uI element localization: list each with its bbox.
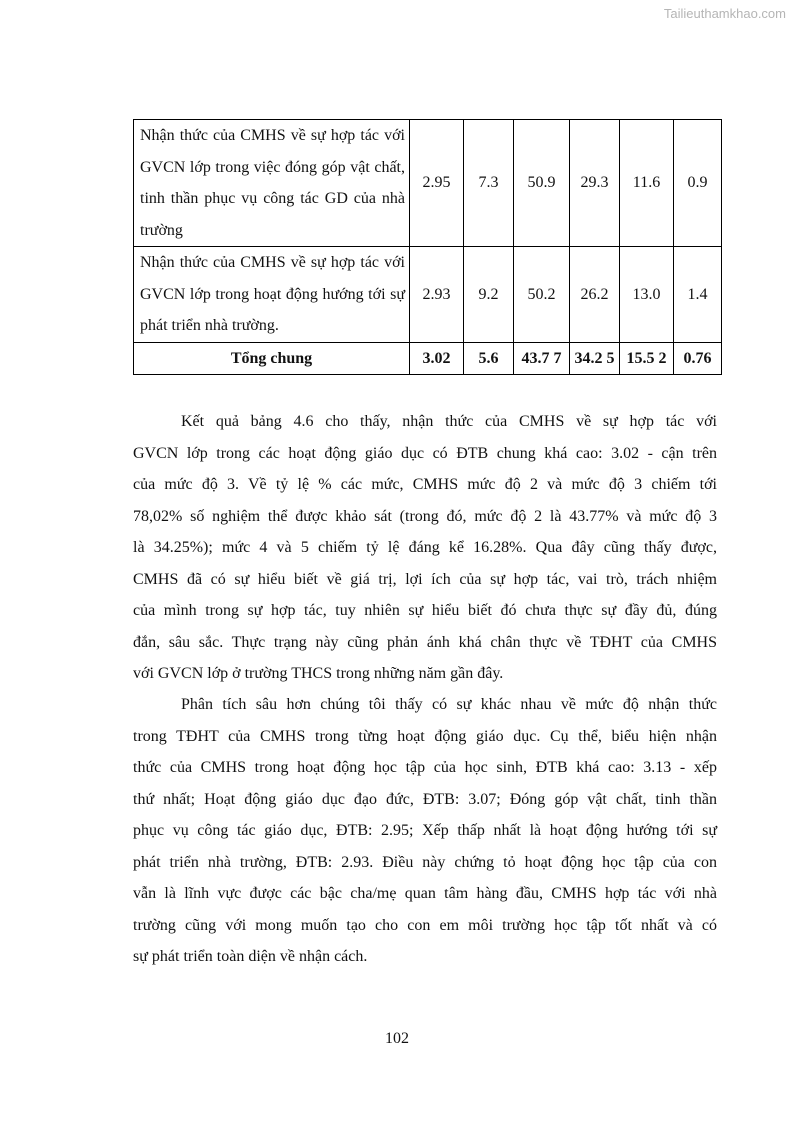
value-mean: 2.95 — [410, 120, 464, 247]
paragraph-line: với GVCN lớp ở trường THCS trong những năm gần đây. — [133, 665, 504, 682]
value-level-1: 9.2 — [464, 247, 514, 343]
row-description: Nhận thức của CMHS về sự hợp tác với GVCN lớp trong việc đóng góp vật chất, tinh thần phục vụ công tác GD của nhà trường — [134, 120, 410, 247]
value-level-5: 0.9 — [674, 120, 722, 247]
paragraph-line: thức của CMHS trong hoạt động học tập của học sinh, ĐTB khá cao: 3.13 - xếp — [133, 759, 717, 776]
total-mean: 3.02 — [410, 342, 464, 375]
total-level-3: 34.2 5 — [570, 342, 620, 375]
paragraph-line: phát triển nhà trường, ĐTB: 2.93. Điều này chứng tỏ hoạt động học tập của con — [133, 853, 717, 871]
value-level-2: 50.9 — [514, 120, 570, 247]
total-row — [134, 342, 722, 375]
paragraph-line: thứ nhất; Hoạt động giáo dục đạo đức, ĐTB: 3.07; Đóng góp vật chất, tinh thần — [133, 790, 717, 808]
total-level-5: 0.76 — [674, 342, 722, 375]
paragraph-line: vẫn là lĩnh vực được các bậc cha/mẹ quan tâm hàng đầu, CMHS hợp tác với nhà — [133, 885, 717, 902]
value-level-3: 29.3 — [570, 120, 620, 247]
value-level-4: 11.6 — [620, 120, 674, 247]
value-level-2: 50.2 — [514, 247, 570, 343]
paragraph-line: sự phát triển toàn diện về nhận cách. — [133, 948, 368, 965]
total-level-1: 5.6 — [464, 342, 514, 375]
total-level-2: 43.7 7 — [514, 342, 570, 375]
paragraph-line: phục vụ công tác giáo dục, ĐTB: 2.95; Xếp thấp nhất là hoạt động hướng tới sự — [133, 822, 717, 839]
value-mean: 2.93 — [410, 247, 464, 343]
row-description: Nhận thức của CMHS về sự hợp tác với GVCN lớp trong hoạt động hướng tới sự phát triển nhà trường. — [134, 247, 410, 343]
watermark-text: Tailieuthamkhao.com — [663, 6, 786, 21]
paragraph-line: CMHS đã có sự hiểu biết về giá trị, lợi ích của sự hợp tác, vai trò, trách nhiệm — [133, 570, 717, 588]
paragraph-1 — [133, 406, 717, 690]
value-level-3: 26.2 — [570, 247, 620, 343]
paragraph-line: trường cũng với mong muốn tạo cho con em môi trường học tập tốt nhất và có — [133, 916, 717, 934]
total-level-4: 15.5 2 — [620, 342, 674, 375]
paragraph-line: GVCN lớp trong các hoạt động giáo dục có ĐTB chung khá cao: 3.02 - cận trên — [133, 444, 717, 462]
paragraph-line: của mình trong sự hợp tác, tuy nhiên sự hiểu biết đó chưa thực sự đầy đủ, đúng — [133, 602, 717, 619]
paragraph-line: Phân tích sâu hơn chúng tôi thấy có sự khác nhau về mức độ nhận thức — [181, 696, 717, 713]
total-label: Tổng chung — [134, 342, 410, 375]
paragraph-line: là 34.25%); mức 4 và 5 chiếm tỷ lệ đáng kể 16.28%. Qua đây cũng thấy được, — [133, 539, 717, 556]
table-row — [134, 120, 722, 247]
paragraph-line: của mức độ 3. Về tỷ lệ % các mức, CMHS mức độ 2 và mức độ 3 chiếm tới — [133, 476, 717, 493]
table-row — [134, 247, 722, 343]
paragraph-line: 78,02% số nghiệm thể được khảo sát (trong đó, mức độ 2 là 43.77% và mức độ 3 — [133, 507, 717, 525]
paragraph-line: Kết quả bảng 4.6 cho thấy, nhận thức của CMHS về sự hợp tác với — [181, 413, 717, 430]
value-level-1: 7.3 — [464, 120, 514, 247]
paragraph-line: trong TĐHT của CMHS trong từng hoạt động giáo dục. Cụ thể, biểu hiện nhận — [133, 727, 717, 745]
paragraph-2 — [133, 689, 717, 973]
value-level-5: 1.4 — [674, 247, 722, 343]
page-number: 102 — [385, 1030, 409, 1047]
paragraph-line: đắn, sâu sắc. Thực trạng này cũng phản ánh khá chân thực về TĐHT của CMHS — [133, 633, 717, 651]
results-table — [133, 119, 722, 375]
value-level-4: 13.0 — [620, 247, 674, 343]
